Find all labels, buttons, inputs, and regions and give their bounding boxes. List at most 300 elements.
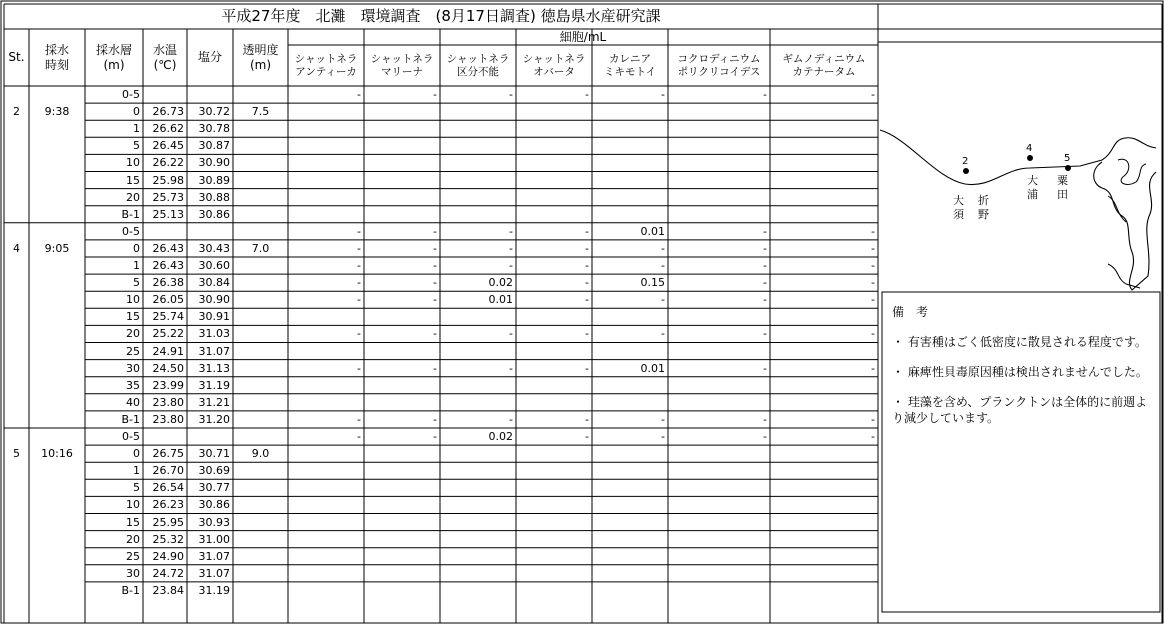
salinity: 30.69 [198, 464, 230, 478]
water-temperature: 26.38 [152, 276, 184, 290]
cell-density: - [433, 293, 437, 307]
cell-density [288, 582, 364, 599]
depth-layer: 5 [133, 139, 140, 153]
cell-density [592, 120, 668, 137]
cell-density [770, 479, 878, 496]
cell-density [516, 445, 592, 462]
cell-density [516, 479, 592, 496]
cell-density [668, 343, 770, 360]
column-header-species: カレニア ミキモトイ [604, 52, 656, 78]
salinity: 31.19 [198, 378, 230, 392]
cell-density [668, 120, 770, 137]
cell-density [440, 514, 516, 531]
station-marker [963, 168, 969, 174]
cell-density: - [585, 293, 589, 307]
cell-density [592, 531, 668, 548]
cell-density [770, 445, 878, 462]
place-name: 大 [953, 194, 964, 207]
column-header-time: 採水 時刻 [44, 42, 69, 72]
cell-density: - [871, 88, 875, 101]
cell-density: - [585, 241, 589, 255]
cell-density [440, 582, 516, 599]
cell-density: - [763, 327, 767, 341]
cell-density [592, 377, 668, 394]
cell-density: - [357, 276, 361, 290]
cell-density [516, 172, 592, 189]
cell-density [364, 377, 440, 394]
cell-density [592, 137, 668, 154]
cell-density [440, 137, 516, 154]
cell-density [668, 137, 770, 154]
cell-density [516, 206, 592, 223]
cell-density [288, 172, 364, 189]
cell-density [668, 479, 770, 496]
cell-density [288, 548, 364, 565]
cell-density: - [433, 241, 437, 255]
cell-density [592, 189, 668, 206]
cell-density: - [357, 224, 361, 238]
water-temperature: 26.62 [152, 122, 184, 136]
station-marker-label: 5 [1064, 153, 1071, 164]
column-header-species: コクロディニウム ポリクリコイデス [677, 52, 761, 78]
column-header-transparency: 透明度 (m) [242, 42, 279, 72]
cell-density [516, 154, 592, 171]
cell-density: - [357, 259, 361, 272]
cell-density [592, 548, 668, 565]
place-name: 田 [1057, 188, 1068, 201]
water-temperature: 24.50 [152, 361, 184, 375]
cell-density: - [871, 224, 875, 238]
cell-density [770, 377, 878, 394]
station-number: 2 [13, 105, 20, 118]
cell-density: - [871, 430, 875, 443]
cell-density [364, 308, 440, 325]
depth-layer: 20 [126, 532, 140, 546]
cell-density [440, 154, 516, 171]
remarks-heading: 備 考 [892, 305, 929, 319]
cell-density [364, 479, 440, 496]
cell-density: - [661, 293, 665, 307]
cell-density [440, 343, 516, 360]
cell-density [668, 462, 770, 479]
cell-density [288, 531, 364, 548]
water-temperature: 23.80 [152, 395, 184, 409]
cell-density [668, 548, 770, 565]
cell-density: - [661, 88, 665, 101]
cell-density [516, 548, 592, 565]
depth-layer: 10 [126, 293, 140, 307]
column-header-species: シャットネラ アンティーカ [294, 52, 358, 78]
salinity: 30.86 [198, 498, 230, 512]
water-temperature: 25.22 [152, 327, 184, 341]
cell-density: - [433, 88, 437, 101]
cell-density: - [585, 412, 589, 426]
column-header-st: St. [8, 50, 25, 64]
cell-density [440, 394, 516, 411]
cell-density: - [585, 327, 589, 341]
salinity: 30.86 [198, 207, 230, 221]
salinity: 30.91 [198, 310, 230, 324]
cell-density [668, 206, 770, 223]
depth-layer: 15 [126, 515, 140, 529]
cell-density [440, 120, 516, 137]
sampling-time: 9:05 [44, 241, 70, 255]
cell-density [364, 394, 440, 411]
cell-density [770, 103, 878, 120]
cell-density [440, 445, 516, 462]
cell-density [440, 103, 516, 120]
depth-layer: 0-5 [122, 224, 140, 238]
cell-density [592, 172, 668, 189]
cell-density: - [433, 276, 437, 290]
depth-layer: 35 [126, 378, 140, 392]
cell-density [770, 343, 878, 360]
cell-density: 0.02 [488, 430, 513, 443]
cell-density: - [585, 224, 589, 238]
cell-density [770, 531, 878, 548]
salinity: 30.88 [198, 190, 230, 204]
cell-density: - [585, 88, 589, 101]
cell-density [516, 531, 592, 548]
place-name: 粟 [1057, 174, 1068, 187]
cell-density [516, 582, 592, 599]
cell-density [440, 206, 516, 223]
water-temperature: 26.23 [152, 498, 184, 512]
water-temperature [143, 223, 187, 240]
cell-density: - [763, 241, 767, 255]
cell-density [668, 496, 770, 513]
salinity [187, 86, 233, 103]
cell-density [516, 496, 592, 513]
cell-density [592, 154, 668, 171]
salinity: 30.89 [198, 173, 230, 187]
depth-layer: 30 [126, 361, 140, 375]
salinity: 31.19 [198, 583, 230, 597]
cell-density [668, 565, 770, 582]
cell-density [364, 103, 440, 120]
transparency-value: 9.0 [251, 447, 270, 460]
cell-density: - [433, 224, 437, 238]
transparency-value: 7.5 [251, 105, 270, 118]
cell-density: - [585, 361, 589, 375]
cell-density [364, 445, 440, 462]
depth-layer: B-1 [121, 583, 140, 597]
cell-density: - [871, 327, 875, 341]
cell-density: - [509, 412, 513, 426]
cell-density: - [871, 293, 875, 307]
cell-density [516, 189, 592, 206]
cell-density [288, 154, 364, 171]
cell-density [288, 496, 364, 513]
cell-density [440, 496, 516, 513]
water-temperature: 25.32 [152, 532, 184, 546]
sampling-time: 9:38 [44, 105, 70, 118]
cell-density [668, 172, 770, 189]
water-temperature: 25.74 [152, 310, 184, 324]
cell-density: - [357, 88, 361, 101]
depth-layer: 20 [126, 327, 140, 341]
water-temperature: 26.43 [152, 259, 184, 272]
water-temperature: 26.45 [152, 139, 184, 153]
column-header-species: シャットネラ マリーナ [370, 52, 434, 78]
remark-item: ・ 麻痺性貝毒原因種は検出されませんでした。 [892, 365, 1148, 379]
water-temperature: 24.91 [152, 344, 184, 358]
cell-density: - [661, 259, 665, 272]
south-coast [1108, 264, 1140, 288]
place-name: 野 [978, 208, 989, 221]
cell-density [668, 514, 770, 531]
salinity: 30.60 [198, 259, 230, 272]
cell-density: - [357, 327, 361, 341]
cell-density: 0.02 [488, 276, 513, 290]
salinity [187, 428, 233, 445]
cell-density: - [763, 259, 767, 272]
island-inner [1118, 159, 1146, 184]
cell-density: - [509, 327, 513, 341]
station-marker-label: 2 [962, 156, 969, 167]
cell-density [592, 206, 668, 223]
depth-layer: 0 [133, 105, 140, 119]
cell-density: - [585, 276, 589, 290]
depth-layer: 1 [133, 464, 140, 478]
cell-density [516, 394, 592, 411]
salinity: 30.78 [198, 122, 230, 136]
salinity: 30.90 [198, 156, 230, 170]
place-name: 折 [978, 194, 989, 207]
cell-density [668, 103, 770, 120]
cell-density [668, 582, 770, 599]
cell-density [770, 206, 878, 223]
cell-density: - [661, 241, 665, 255]
cell-density [668, 394, 770, 411]
transparency-value: 7.0 [251, 241, 270, 255]
unit-header: 細胞/mL [559, 29, 607, 44]
depth-layer: 0-5 [122, 88, 140, 101]
cell-density: - [763, 412, 767, 426]
water-temperature [143, 86, 187, 103]
salinity: 31.07 [198, 344, 230, 358]
cell-density [440, 172, 516, 189]
cell-density [592, 479, 668, 496]
cell-density [288, 189, 364, 206]
cell-density: 0.01 [640, 224, 665, 238]
cell-density [668, 445, 770, 462]
depth-layer: 10 [126, 156, 140, 170]
water-temperature: 26.73 [152, 105, 184, 119]
water-temperature: 25.73 [152, 190, 184, 204]
cell-density [440, 462, 516, 479]
depth-layer: 25 [126, 344, 140, 358]
cell-density: - [433, 259, 437, 272]
salinity: 31.21 [198, 395, 230, 409]
cell-density [770, 189, 878, 206]
water-temperature: 25.98 [152, 173, 184, 187]
cell-density: - [763, 224, 767, 238]
salinity: 30.90 [198, 293, 230, 307]
place-name: 浦 [1027, 188, 1038, 201]
cell-density [440, 308, 516, 325]
depth-layer: 0-5 [122, 430, 140, 443]
salinity: 31.00 [198, 532, 230, 546]
remark-item: ・ 有害種はごく低密度に散見される程度です。 [892, 335, 1147, 349]
depth-layer: 1 [133, 259, 140, 272]
depth-layer: 15 [126, 310, 140, 324]
salinity [187, 223, 233, 240]
cell-density [668, 154, 770, 171]
cell-density: - [871, 361, 875, 375]
remarks-panel [892, 304, 1154, 440]
salinity: 30.43 [198, 241, 230, 255]
cell-density [770, 514, 878, 531]
cell-density [516, 103, 592, 120]
cell-density [592, 496, 668, 513]
salinity: 31.03 [198, 327, 230, 341]
salinity: 31.20 [198, 412, 230, 426]
depth-layer: 5 [133, 276, 140, 290]
cell-density [288, 103, 364, 120]
cell-density [516, 377, 592, 394]
station-map [880, 130, 1156, 290]
cell-density [668, 189, 770, 206]
cell-density: - [357, 361, 361, 375]
cell-density [364, 496, 440, 513]
cell-density: - [357, 412, 361, 426]
cell-density [364, 343, 440, 360]
place-name: 須 [953, 208, 964, 221]
cell-density [592, 514, 668, 531]
cell-density: - [763, 430, 767, 443]
cell-density: - [433, 361, 437, 375]
cell-density [770, 172, 878, 189]
water-temperature: 26.05 [152, 293, 184, 307]
cell-density [364, 565, 440, 582]
cell-density [770, 308, 878, 325]
cell-density [288, 308, 364, 325]
cell-density: - [871, 259, 875, 272]
cell-density [288, 462, 364, 479]
cell-density [770, 496, 878, 513]
coastline [880, 130, 1156, 185]
water-temperature: 26.54 [152, 481, 184, 495]
cell-density: - [433, 412, 437, 426]
salinity: 30.72 [198, 105, 230, 119]
water-temperature: 25.95 [152, 515, 184, 529]
cell-density [364, 514, 440, 531]
cell-density: - [763, 293, 767, 307]
water-temperature: 24.72 [152, 566, 184, 580]
column-header-temp: 水温 (℃) [152, 42, 177, 72]
remark-item: ・ 珪藻を含め、プランクトンは全体的に前週より減少しています。 [892, 395, 1148, 425]
cell-density: - [871, 241, 875, 255]
cell-density [770, 582, 878, 599]
cell-density: - [357, 293, 361, 307]
cell-density: - [357, 241, 361, 255]
cell-density [770, 462, 878, 479]
cell-density: - [661, 412, 665, 426]
cell-density [516, 137, 592, 154]
cell-density: - [661, 327, 665, 341]
cell-density [770, 394, 878, 411]
cell-density [770, 137, 878, 154]
cell-density [668, 531, 770, 548]
cell-density [364, 582, 440, 599]
depth-layer: 0 [133, 241, 140, 255]
cell-density: - [763, 276, 767, 290]
station-number: 4 [13, 241, 20, 255]
cell-density [516, 462, 592, 479]
column-header-layer: 採水層 (m) [95, 42, 132, 72]
cell-density [592, 462, 668, 479]
cell-density [440, 479, 516, 496]
water-temperature: 26.70 [152, 464, 184, 478]
column-header-species: ギムノディニウム カテナータム [782, 52, 866, 78]
cell-density: 0.01 [488, 293, 513, 307]
cell-density [440, 531, 516, 548]
cell-density: 0.15 [640, 276, 665, 290]
station-number: 5 [13, 447, 20, 460]
cell-density [364, 154, 440, 171]
cell-density [770, 154, 878, 171]
cell-density [592, 565, 668, 582]
water-temperature: 23.84 [152, 583, 184, 597]
water-temperature: 25.13 [152, 207, 184, 221]
cell-density [668, 308, 770, 325]
water-temperature: 26.43 [152, 241, 184, 255]
cell-density [516, 565, 592, 582]
cell-density [364, 120, 440, 137]
cell-density: - [433, 430, 437, 443]
depth-layer: 25 [126, 549, 140, 563]
cell-density [364, 531, 440, 548]
cell-density: - [585, 259, 589, 272]
cell-density [516, 308, 592, 325]
water-temperature: 24.90 [152, 549, 184, 563]
cell-density: - [509, 88, 513, 101]
depth-layer: 1 [133, 122, 140, 136]
cell-density: - [357, 430, 361, 443]
salinity: 30.77 [198, 481, 230, 495]
station-marker-label: 4 [1026, 143, 1033, 154]
cell-density [770, 548, 878, 565]
cell-density: - [509, 259, 513, 272]
cell-density: - [871, 412, 875, 426]
depth-layer: 30 [126, 566, 140, 580]
station-marker [1027, 155, 1033, 161]
cell-density [668, 377, 770, 394]
cell-density: 0.01 [640, 361, 665, 375]
cell-density: - [763, 88, 767, 101]
cell-density [288, 206, 364, 223]
page-title: 平成27年度 北灘 環境調査 (8月17日調査) 徳島県水産研究課 [221, 7, 661, 25]
cell-density: - [661, 430, 665, 443]
salinity: 30.87 [198, 139, 230, 153]
cell-density [364, 462, 440, 479]
cell-density [770, 120, 878, 137]
cell-density: - [585, 430, 589, 443]
cell-density [288, 394, 364, 411]
water-temperature: 26.22 [152, 156, 184, 170]
cell-density: - [763, 361, 767, 375]
cell-density [288, 514, 364, 531]
depth-layer: 10 [126, 498, 140, 512]
cell-density: - [509, 224, 513, 238]
depth-layer: 40 [126, 395, 140, 409]
salinity: 31.07 [198, 549, 230, 563]
cell-density [440, 189, 516, 206]
cell-density [592, 394, 668, 411]
water-temperature: 26.75 [152, 447, 184, 461]
cell-density [440, 377, 516, 394]
